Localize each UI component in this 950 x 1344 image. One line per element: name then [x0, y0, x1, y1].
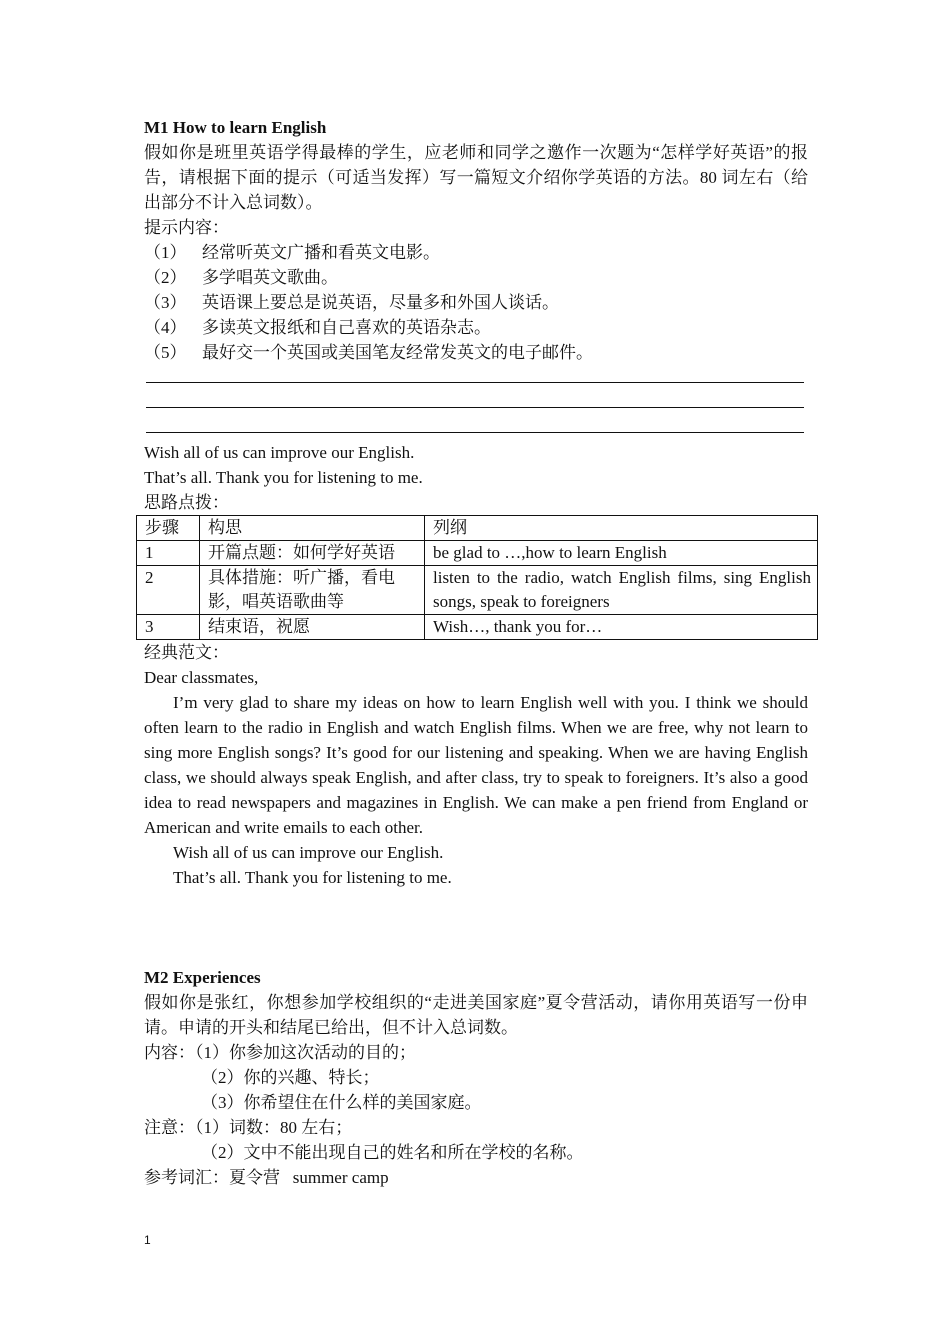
m2-content-item: （3）你希望住在什么样的美国家庭。 [201, 1093, 482, 1112]
sample-body: I’m very glad to share my ideas on how to learn English well with you. I think we should often learn to the radio in English and watch English films. When we are free, why not learn to sing more English songs? It’s good for our listening and speaking. When we are having English class, we should always speak English, and after class, try to speak to foreigners. It’s also a good idea to read newspapers and magazines in English. We can make a pen friend from England or American and write emails to each other. [144, 693, 808, 837]
tip-number: （4） [144, 318, 187, 337]
m2-content-item: （1）你参加这次活动的目的； [195, 1043, 416, 1062]
m1-closing-wish: Wish all of us can improve our English. [144, 443, 415, 462]
m1-closing-thanks: That’s all. Thank you for listening to me. [144, 468, 423, 487]
m1-prompt: 假如你是班里英语学得最棒的学生，应老师和同学之邀作一次题为“怎样学好英语”的报告，请根据下面的提示（可适当发挥）写一篇短文介绍你学英语的方法。80 词左右（给出部分不计入总词数）。 [144, 143, 808, 212]
m2-note-item: （2）文中不能出现自己的姓名和所在学校的名称。 [201, 1143, 584, 1162]
answer-line [144, 415, 808, 440]
table-cell: listen to the radio, watch English films, sing English songs, speak to foreigners [425, 566, 818, 615]
table-header-cell: 构思 [200, 516, 425, 541]
tip-text: 多学唱英文歌曲。 [202, 268, 338, 287]
tip-number: （5） [144, 343, 187, 362]
table-header-cell: 步骤 [137, 516, 200, 541]
m2-prompt: 假如你是张红，你想参加学校组织的“走进美国家庭”夏令营活动，请你用英语写一份申请。申请的开头和结尾已给出，但不计入总词数。 [144, 993, 808, 1037]
m2-note-first [144, 1115, 808, 1140]
table-header-row [137, 516, 818, 541]
tip-item [144, 265, 808, 290]
answer-line [144, 390, 808, 415]
tip-item [144, 240, 808, 265]
tip-item [144, 315, 808, 340]
table-cell: be glad to …,how to learn English [425, 541, 818, 566]
tip-number: （1） [144, 243, 187, 262]
table-cell: 1 [137, 541, 200, 566]
sample-closing-wish: Wish all of us can improve our English. [173, 843, 444, 862]
m2-content-item: （2）你的兴趣、特长； [201, 1068, 380, 1087]
m1-tips-label: 提示内容： [144, 218, 229, 237]
table-cell: 结束语，祝愿 [200, 615, 425, 640]
m2-content-label: 内容： [144, 1043, 195, 1062]
table-row [137, 541, 818, 566]
table-cell: Wish…, thank you for… [425, 615, 818, 640]
table-cell: 3 [137, 615, 200, 640]
table-cell: 2 [137, 566, 200, 615]
tip-item [144, 290, 808, 315]
tip-text: 经常听英文广播和看英文电影。 [202, 243, 440, 262]
tip-text: 英语课上要总是说英语，尽量多和外国人谈话。 [202, 293, 559, 312]
table-row [137, 615, 818, 640]
section-gap [144, 890, 808, 965]
tip-text: 多读英文报纸和自己喜欢的英语杂志。 [202, 318, 491, 337]
m1-hint-label: 思路点拨： [144, 493, 229, 512]
sample-closing-thanks: That’s all. Thank you for listening to me. [173, 868, 452, 887]
m2-content-first [144, 1040, 808, 1065]
page-number: 1 [144, 1233, 151, 1247]
m1-title: M1 How to learn English [144, 118, 327, 137]
tip-item [144, 340, 808, 365]
sample-salutation: Dear classmates, [144, 668, 259, 687]
table-cell: 开篇点题：如何学好英语 [200, 541, 425, 566]
tip-number: （3） [144, 293, 187, 312]
table-row [137, 566, 818, 615]
document-content [144, 115, 811, 1190]
answer-line [144, 365, 808, 390]
tip-number: （2） [144, 268, 187, 287]
table-cell: 具体措施：听广播，看电影，唱英语歌曲等 [200, 566, 425, 615]
outline-table [136, 515, 818, 640]
m2-note-label: 注意： [144, 1118, 195, 1137]
m2-vocab: 参考词汇：夏令营 summer camp [144, 1168, 389, 1187]
table-header-cell: 列纲 [425, 516, 818, 541]
m1-sample-label: 经典范文： [144, 643, 229, 662]
tip-text: 最好交一个英国或美国笔友经常发英文的电子邮件。 [202, 343, 593, 362]
m2-title: M2 Experiences [144, 968, 261, 987]
m2-note-item: （1）词数：80 左右； [195, 1118, 353, 1137]
